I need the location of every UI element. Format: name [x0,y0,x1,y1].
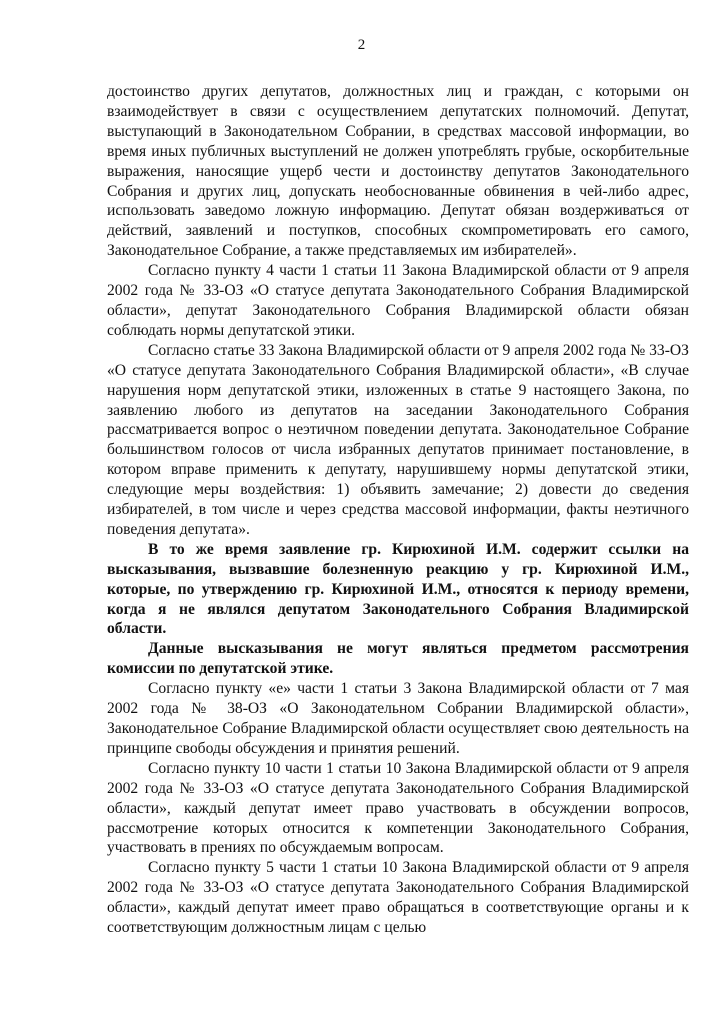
paragraph-8: Согласно пункту 5 части 1 статьи 10 Закона Владимирской области от 9 апреля 2002 года № 33-ОЗ «О статусе депутата Законодательного Собрания Владимирской области», каждый депутат имеет право обращаться в соответствующие органы и к соответствующим должностным лицам с целью [107,859,689,937]
paragraph-6: Согласно пункту «е» части 1 статьи 3 Закона Владимирской области от 7 мая 2002 года № 38-ОЗ «О Законодательном Собрании Владимирской области», Законодательное Собрание Владимирской области осуществляет свою деятельность на принципе свободы обсуждения и принятия решений. [107,680,689,757]
document-body [107,82,689,938]
paragraph-1: достоинство других депутатов, должностных лиц и граждан, с которыми он взаимодействует в связи с осуществлением депутатских полномочий. Депутат, выступающий в Законодательном Собрании, в средствах массовой информации, во время иных публичных выступлений не должен употреблять грубые, оскорбительные выражения, наносящие ущерб чести и достоинству депутатов Законодательного Собрания и других лиц, допускать необоснованные обвинения в чей-либо адрес, использовать заведомо ложную информацию. Депутат обязан воздерживаться от действий, заявлений и поступков, способных скомпрометировать его самого, Законодательное Собрание, а также представляемых им избирателей». [107,83,689,260]
paragraph-5-bold: Данные высказывания не могут являться предметом рассмотрения комиссии по депутатской этике. [107,640,689,678]
paragraph-7: Согласно пункту 10 части 1 статьи 10 Закона Владимирской области от 9 апреля 2002 года № 33-ОЗ «О статусе депутата Законодательного Собрания Владимирской области», каждый депутат имеет право участвовать в обсуждении вопросов, рассмотрение которых относится к компетенции Законодательного Собрания, участвовать в прениях по обсуждаемым вопросам. [107,759,689,857]
paragraph-2: Согласно пункту 4 части 1 статьи 11 Закона Владимирской области от 9 апреля 2002 года № 33-ОЗ «О статусе депутата Законодательного Собрания Владимирской области», депутат Законодательного Собрания Владимирской области обязан соблюдать нормы депутатской этики. [107,262,689,339]
page-number: 2 [357,37,366,53]
paragraph-3: Согласно статье 33 Закона Владимирской области от 9 апреля 2002 года № 33-ОЗ «О статусе депутата Законодательного Собрания Владимирской области», «В случае нарушения норм депутатской этики, изложенных в статье 9 настоящего Закона, по заявлению любого из депутатов на заседании Законодательного Собрания рассматривается вопрос о неэтичном поведении депутата. Законодательное Собрание большинством голосов от числа избранных депутатов принимает постановление, в котором вправе применить к депутату, нарушившему нормы депутатской этики, следующие меры воздействия: 1) объявить замечание; 2) довести до сведения избирателей, в том числе и через средства массовой информации, факты неэтичного поведения депутата». [107,341,689,538]
paragraph-4-bold: В то же время заявление гр. Кирюхиной И.М. содержит ссылки на высказывания, вызвавшие болезненную реакцию у гр. Кирюхиной И.М., которые, по утверждению гр. Кирюхиной И.М., относятся к периоду времени, когда я не являлся депутатом Законодательного Собрания Владимирской области. [107,540,689,638]
